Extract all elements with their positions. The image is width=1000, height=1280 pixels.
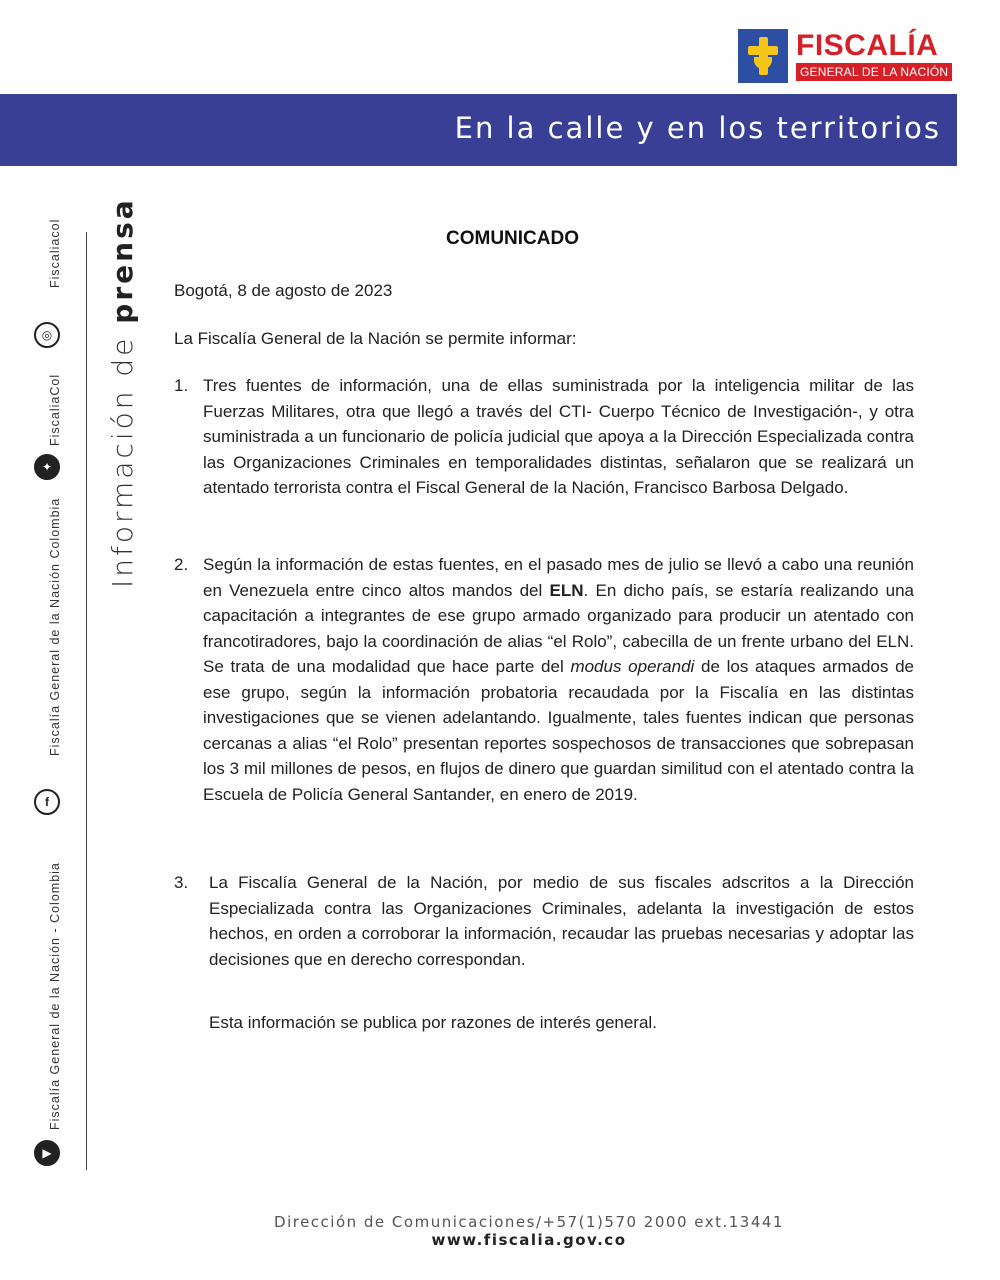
social-column [28,218,68,1168]
header-banner [0,94,957,166]
divider-line [86,232,87,1170]
intro-text: La Fiscalía General de la Nación se permite informar: [174,329,577,348]
instagram-handle: Fiscaliacol [48,218,62,288]
document-title: COMUNICADO [446,228,579,249]
list-item-1: 1. Tres fuentes de información, una de ellas suministrada por la inteligencia militar de las Fuerzas Militares, otra que llegó a través del CTI- Cuerpo Técnico de Investigación-, y otra suministrada a un funcionario de policía judicial que apoya a la Dirección Especializada contra las Organizaciones Criminales en temporalidades distintas, señalaron que se realizará un atentado terrorista contra el Fiscal General de la Nación, Francisco Barbosa Delgado. [174,376,914,497]
contact-info: Dirección de Comunicaciones/+57(1)570 2000 ext.13441 [274,1213,784,1231]
coat-of-arms-icon [738,29,788,83]
facebook-handle: Fiscalía General de la Nación Colombia [48,497,62,756]
youtube-handle: Fiscalía General de la Nación - Colombia [48,862,62,1130]
website-link[interactable]: www.fiscalia.gov.co [431,1231,627,1249]
twitter-handle: FiscaliaCol [48,373,62,446]
facebook-icon: f [34,789,60,815]
logo-brand: FISCALÍA [796,29,939,62]
instagram-icon: ◎ [34,322,60,348]
date-line: Bogotá, 8 de agosto de 2023 [174,281,393,300]
closing-text: Esta información se publica por razones de interés general. [209,1013,657,1032]
section-label: Información de prensa [106,197,139,588]
logo-subtitle: GENERAL DE LA NACIÓN [796,63,952,81]
twitter-icon: ✦ [34,454,60,480]
list-item-3: 3. La Fiscalía General de la Nación, por medio de sus fiscales adscritos a la Dirección Especializada contra las Organizaciones Criminales, adelanta la investigación de estos hechos, en orden a corroborar la información, recaudar las pruebas necesarias y adoptar las decisiones que en derecho correspondan. [174,873,914,969]
fiscalia-logo [738,28,952,84]
list-item-2: 2. Según la información de estas fuentes, en el pasado mes de julio se llevó a cabo una reunión en Venezuela entre cinco altos mandos del ELN. En dicho país, se estaría realizando una capacitación a integrantes de ese grupo armado organizado para producir un atentado con francotiradores, bajo la coordinación de alias “el Rolo”, cabecilla de un frente urbano del ELN. Se trata de una modalidad que hace parte del modus operandi de los ataques armados de ese grupo, según la información probatoria recaudada por la Fiscalía en las distintas investigaciones que se vienen adelantando. Igualmente, tales fuentes indican que personas cercanas a alias “el Rolo” presentan reportes sospechosos de transacciones que sobrepasan los 3 mil millones de pesos, en flujos de dinero que guardan similitud con el atentado contra la Escuela de Policía General Santander, en enero de 2019. [174,555,915,804]
youtube-icon: ▶ [34,1140,60,1166]
slogan: En la calle y en los territorios [454,111,941,145]
